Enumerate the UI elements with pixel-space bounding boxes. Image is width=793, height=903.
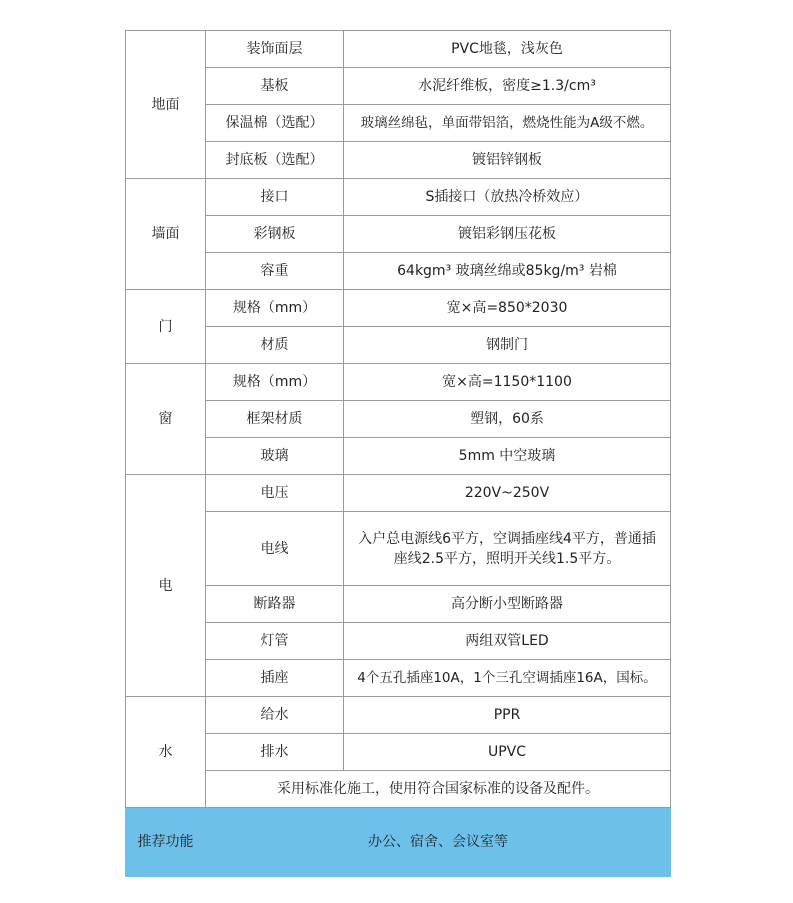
- item-cell: 玻璃: [206, 438, 344, 475]
- value-cell: 高分断小型断路器: [344, 586, 671, 623]
- recommendation-value: 办公、宿舍、会议室等: [206, 808, 671, 877]
- category-cell: 窗: [126, 364, 206, 475]
- value-cell: 4个五孔插座10A，1个三孔空调插座16A，国标。: [344, 660, 671, 697]
- item-cell: 断路器: [206, 586, 344, 623]
- table-row: [126, 586, 671, 623]
- table-row: [126, 734, 671, 771]
- item-cell: 基板: [206, 68, 344, 105]
- table-row: [126, 512, 671, 586]
- table-row: [126, 771, 671, 808]
- table-row: [126, 660, 671, 697]
- value-cell: 水泥纤维板，密度≥1.3/cm³: [344, 68, 671, 105]
- value-cell: 64kgm³ 玻璃丝绵或85kg/m³ 岩棉: [344, 253, 671, 290]
- recommendation-row: [126, 808, 671, 877]
- item-cell: 框架材质: [206, 401, 344, 438]
- value-cell: 入户总电源线6平方，空调插座线4平方，普通插座线2.5平方，照明开关线1.5平方。: [344, 512, 671, 586]
- item-cell: 电线: [206, 512, 344, 586]
- category-cell: 电: [126, 475, 206, 697]
- table-row: [126, 623, 671, 660]
- table-row: [126, 438, 671, 475]
- value-cell: 钢制门: [344, 327, 671, 364]
- value-cell: 塑钢，60系: [344, 401, 671, 438]
- table-row: [126, 253, 671, 290]
- table-row: [126, 142, 671, 179]
- table-row: [126, 290, 671, 327]
- category-cell: 门: [126, 290, 206, 364]
- category-cell: 水: [126, 697, 206, 808]
- value-cell: 宽×高=850*2030: [344, 290, 671, 327]
- table-row: [126, 31, 671, 68]
- category-cell: 地面: [126, 31, 206, 179]
- value-cell: PVC地毯，浅灰色: [344, 31, 671, 68]
- table-row: [126, 475, 671, 512]
- item-cell: 规格（mm）: [206, 364, 344, 401]
- value-cell: PPR: [344, 697, 671, 734]
- table-row: [126, 327, 671, 364]
- value-cell: 5mm 中空玻璃: [344, 438, 671, 475]
- value-cell: 宽×高=1150*1100: [344, 364, 671, 401]
- value-cell: 220V~250V: [344, 475, 671, 512]
- table-row: [126, 697, 671, 734]
- table-row: [126, 179, 671, 216]
- value-cell: 镀铝彩钢压花板: [344, 216, 671, 253]
- item-cell: 保温棉（选配）: [206, 105, 344, 142]
- table-row: [126, 216, 671, 253]
- item-cell: 装饰面层: [206, 31, 344, 68]
- category-cell: 墙面: [126, 179, 206, 290]
- item-cell: 容重: [206, 253, 344, 290]
- table-row: [126, 68, 671, 105]
- item-cell: 接口: [206, 179, 344, 216]
- item-cell: 插座: [206, 660, 344, 697]
- value-cell: UPVC: [344, 734, 671, 771]
- item-cell: 封底板（选配）: [206, 142, 344, 179]
- value-cell: S插接口（放热冷桥效应）: [344, 179, 671, 216]
- value-cell: 镀铝锌钢板: [344, 142, 671, 179]
- value-cell: 两组双管LED: [344, 623, 671, 660]
- item-cell: 排水: [206, 734, 344, 771]
- item-cell: 材质: [206, 327, 344, 364]
- item-cell: 规格（mm）: [206, 290, 344, 327]
- item-cell: 彩钢板: [206, 216, 344, 253]
- table-row: [126, 401, 671, 438]
- item-cell: 电压: [206, 475, 344, 512]
- table-row: [126, 105, 671, 142]
- recommendation-label: 推荐功能: [126, 808, 206, 877]
- item-cell: 灯管: [206, 623, 344, 660]
- table-row: [126, 364, 671, 401]
- spec-table: [125, 30, 671, 877]
- item-cell: 给水: [206, 697, 344, 734]
- note-cell: 采用标准化施工，使用符合国家标准的设备及配件。: [206, 771, 671, 808]
- value-cell: 玻璃丝绵毡，单面带铝箔，燃烧性能为A级不燃。: [344, 105, 671, 142]
